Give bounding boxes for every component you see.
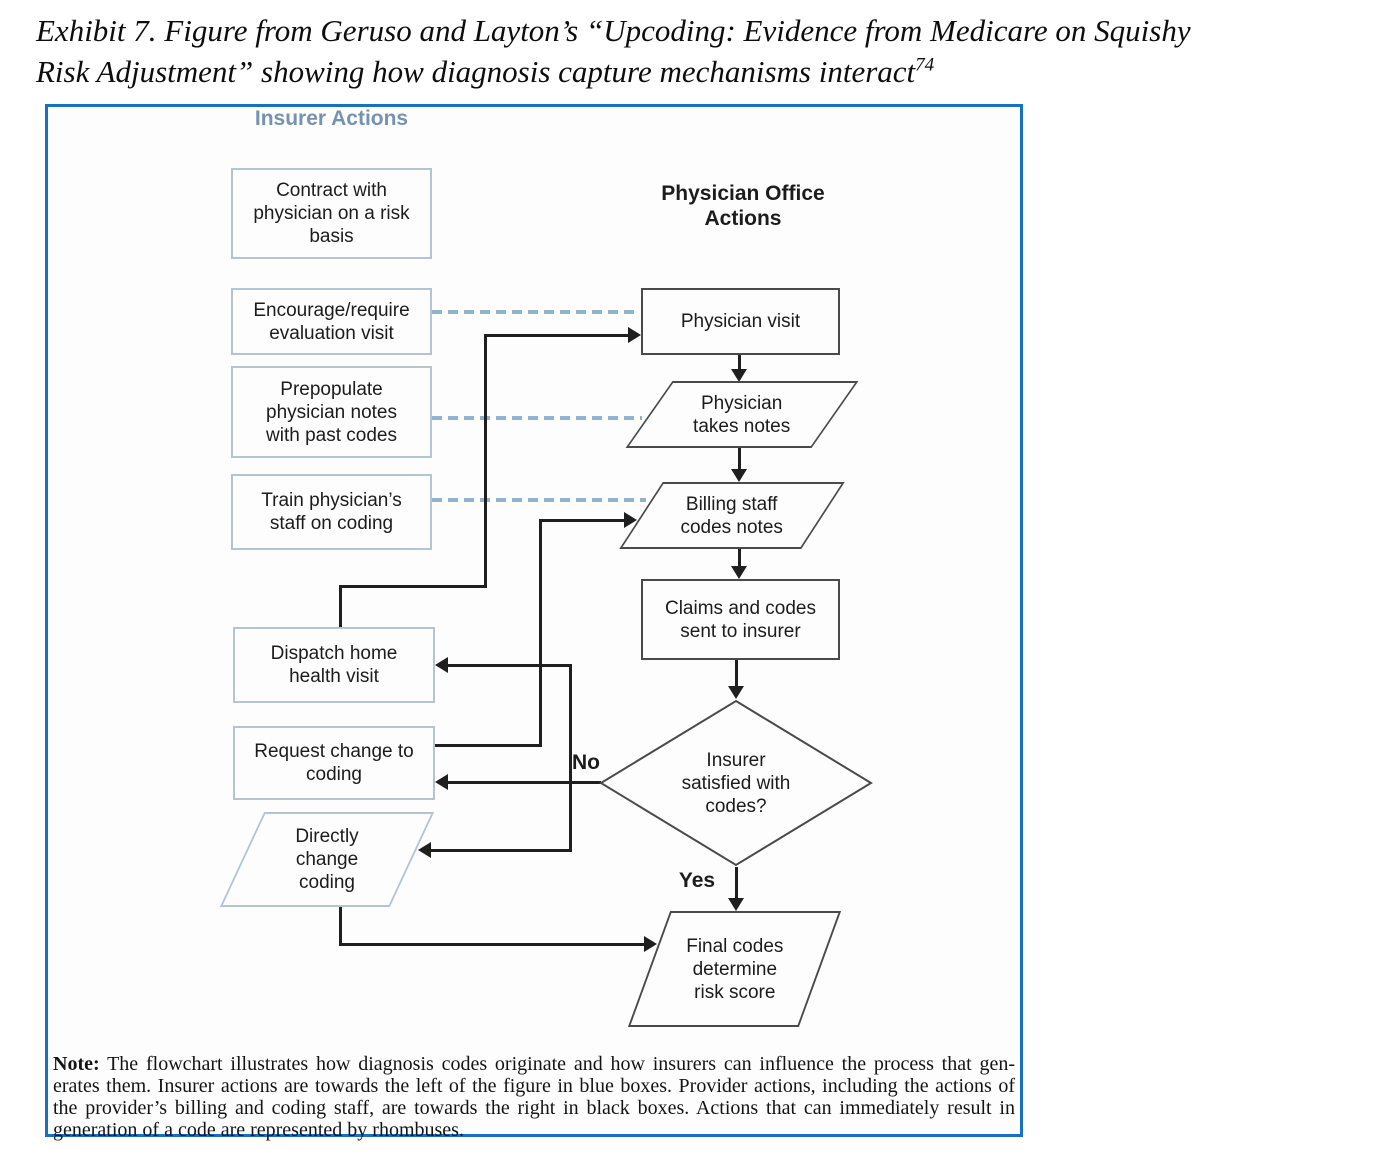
node-directly-change-coding: Directly change coding bbox=[220, 812, 434, 907]
connector-dispatch-up-4 bbox=[484, 334, 628, 337]
arrowhead-into-request-change bbox=[435, 774, 448, 790]
node-claims-sent-insurer: Claims and codes sent to insurer bbox=[641, 579, 840, 660]
connector-yes bbox=[735, 867, 738, 900]
node-contract-risk-basis: Contract with physician on a risk basis bbox=[231, 168, 432, 259]
note-line: the provider’s billing and coding staff, are towards the right in black boxes. Actions that can immediately result in bbox=[53, 1097, 1015, 1119]
connector-no-to-dispatch bbox=[447, 664, 571, 667]
connector-request-2 bbox=[539, 521, 542, 747]
node-physician-takes-notes: Physician takes notes bbox=[626, 381, 859, 448]
arrowhead-claims bbox=[731, 566, 747, 579]
footnote-marker: 74 bbox=[915, 54, 935, 76]
physician-office-actions-header: Physician Office Actions bbox=[661, 182, 825, 230]
caption-line1: Exhibit 7. Figure from Geruso and Layton’s “Upcoding: Evidence from Medicare on Squishy bbox=[36, 13, 1191, 48]
connector-no-main bbox=[447, 781, 601, 784]
insurer-actions-header: Insurer Actions bbox=[254, 107, 409, 130]
arrowhead-into-physician-visit bbox=[628, 327, 641, 343]
caption-line2: Risk Adjustment” showing how diagnosis capture mechanisms interact bbox=[36, 54, 916, 89]
node-encourage-evaluation-visit: Encourage/require evaluation visit bbox=[231, 288, 432, 355]
node-prepopulate-notes: Prepopulate physician notes with past codes bbox=[231, 366, 432, 458]
arrowhead-billing bbox=[731, 469, 747, 482]
node-billing-staff-codes: Billing staff codes notes bbox=[619, 482, 845, 549]
note-line: generation of a code are represented by rhombuses. bbox=[53, 1119, 464, 1141]
connector-directly-1 bbox=[339, 906, 342, 946]
connector-dispatch-up-2 bbox=[339, 585, 487, 588]
note-line: erates them. Insurer actions are towards the left of the figure in blue boxes. Provider actions, including the actions of bbox=[53, 1075, 1015, 1097]
node-train-staff-coding: Train physician’s staff on coding bbox=[231, 474, 432, 550]
dashed-connector-encourage-to-visit bbox=[432, 310, 639, 314]
node-insurer-satisfied-decision bbox=[599, 699, 873, 867]
arrowhead-diamond bbox=[728, 686, 744, 699]
node-physician-visit: Physician visit bbox=[641, 288, 840, 355]
no-label: No bbox=[572, 751, 600, 774]
connector-notes-to-billing bbox=[738, 448, 741, 471]
figure-note bbox=[53, 1053, 1015, 1141]
arrowhead-into-directly-change bbox=[418, 842, 431, 858]
node-request-change-coding: Request change to coding bbox=[233, 726, 435, 800]
dashed-connector-prepopulate-to-notes bbox=[432, 416, 642, 420]
connector-request-3 bbox=[539, 519, 624, 522]
connector-no-to-directly bbox=[430, 849, 571, 852]
node-final-codes-risk-score: Final codes determine risk score bbox=[628, 911, 841, 1027]
connector-dispatch-up-1 bbox=[339, 588, 342, 627]
figure-caption bbox=[36, 10, 1366, 92]
yes-label: Yes bbox=[678, 869, 716, 892]
connector-directly-2 bbox=[339, 943, 644, 946]
diamond-text: Insurer satisfied with codes? bbox=[681, 749, 791, 817]
arrowhead-into-dispatch bbox=[435, 657, 448, 673]
note-line: Note: The flowchart illustrates how diagnosis codes originate and how insurers can influence the process that gen- bbox=[53, 1053, 1015, 1075]
dashed-connector-train-to-billing bbox=[432, 498, 646, 502]
flowchart-figure bbox=[45, 104, 1023, 1141]
node-dispatch-home-health: Dispatch home health visit bbox=[233, 627, 435, 703]
connector-request-1 bbox=[435, 744, 542, 747]
connector-dispatch-up-3 bbox=[484, 336, 487, 588]
connector-claims-to-diamond bbox=[735, 660, 738, 688]
arrowhead-final bbox=[728, 898, 744, 911]
